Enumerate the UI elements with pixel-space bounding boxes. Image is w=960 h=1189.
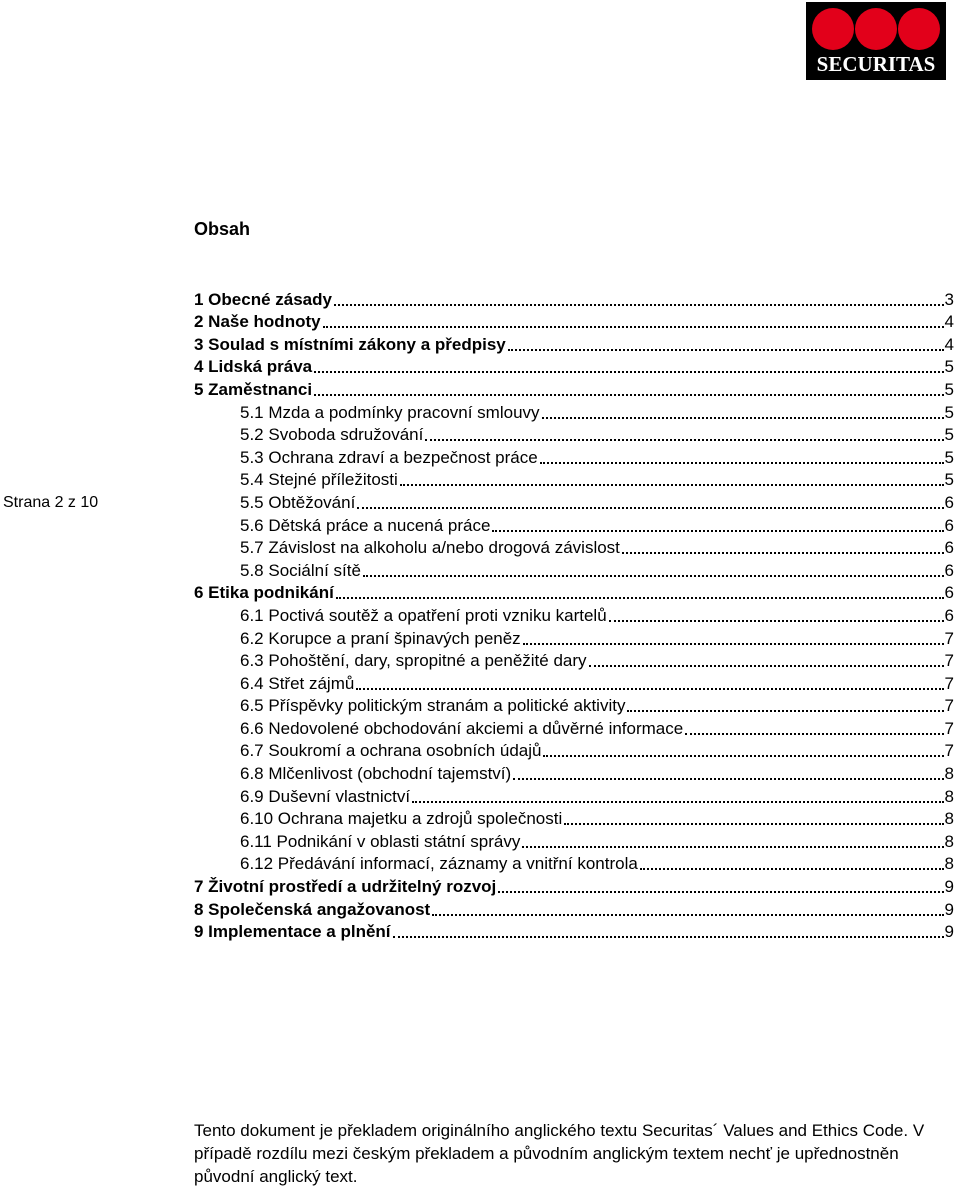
toc-entry-page: 6 bbox=[944, 560, 954, 580]
toc-entry-page: 6 bbox=[944, 492, 954, 512]
toc-dot-leader bbox=[363, 575, 944, 577]
toc-dot-leader bbox=[492, 530, 943, 532]
toc-entry-label: 7 Životní prostředí a udržitelný rozvoj bbox=[194, 877, 497, 897]
toc-entry-label: 6.2 Korupce a praní špinavých peněz bbox=[240, 628, 521, 648]
logo-dot-2 bbox=[855, 8, 897, 50]
toc-dot-leader bbox=[498, 891, 943, 893]
toc-entry-label: 6.1 Poctivá soutěž a opatření proti vzniku kartelů bbox=[240, 605, 607, 625]
toc-entry[interactable] bbox=[194, 603, 954, 626]
toc-entry[interactable] bbox=[194, 377, 954, 400]
toc-entry[interactable] bbox=[194, 423, 954, 446]
toc-entry-label: 5.4 Stejné příležitosti bbox=[240, 470, 398, 490]
toc-entry-label: 5.8 Sociální sítě bbox=[240, 560, 361, 580]
toc-dot-leader bbox=[314, 371, 943, 373]
toc-entry-label: 5.6 Dětská práce a nucená práce bbox=[240, 515, 491, 535]
toc-entry-page: 5 bbox=[944, 357, 954, 377]
toc-entry[interactable] bbox=[194, 445, 954, 468]
toc-entry[interactable] bbox=[194, 671, 954, 694]
toc-entry-label: 6.6 Nedovolené obchodování akciemi a důvěrné informace bbox=[240, 718, 684, 738]
toc-dot-leader bbox=[393, 936, 944, 938]
toc-entry-page: 7 bbox=[944, 718, 954, 738]
toc-dot-leader bbox=[522, 846, 943, 848]
toc-dot-leader bbox=[685, 733, 943, 735]
toc-entry[interactable] bbox=[194, 558, 954, 581]
securitas-logo bbox=[806, 2, 946, 80]
toc-entry[interactable] bbox=[194, 897, 954, 920]
toc-dot-leader bbox=[412, 801, 943, 803]
toc-entry-label: 5.7 Závislost na alkoholu a/nebo drogová závislost bbox=[240, 538, 620, 558]
toc-dot-leader bbox=[564, 823, 943, 825]
toc-entry-label: 6 Etika podnikání bbox=[194, 583, 334, 603]
toc-entry-label: 3 Soulad s místními zákony a předpisy bbox=[194, 334, 506, 354]
toc-dot-leader bbox=[314, 394, 943, 396]
toc-entry-page: 5 bbox=[944, 379, 954, 399]
toc-dot-leader bbox=[357, 507, 943, 509]
toc-entry[interactable] bbox=[194, 581, 954, 604]
toc-entry-page: 8 bbox=[944, 809, 954, 829]
toc-entry-label: 5.3 Ochrana zdraví a bezpečnost práce bbox=[240, 447, 538, 467]
toc-entry-label: 5.5 Obtěžování bbox=[240, 492, 356, 512]
toc-entry[interactable] bbox=[194, 536, 954, 559]
toc-entry[interactable] bbox=[194, 920, 954, 943]
toc-entry[interactable] bbox=[194, 332, 954, 355]
toc-entry[interactable] bbox=[194, 400, 954, 423]
toc-entry-label: 5 Zaměstnanci bbox=[194, 379, 313, 399]
translation-note: Tento dokument je překladem originálního anglického textu Securitas´ Values and Ethics Code. V případě rozdílu mezi českým překladem a původním anglickým textem nechť je upřednostněn původní anglický text. bbox=[194, 1121, 925, 1186]
toc-entry-label: 6.4 Střet zájmů bbox=[240, 673, 355, 693]
toc-entry[interactable] bbox=[194, 490, 954, 513]
toc-entry-page: 8 bbox=[944, 831, 954, 851]
toc-dot-leader bbox=[627, 710, 943, 712]
toc-dot-leader bbox=[543, 755, 943, 757]
toc-entry-page: 7 bbox=[944, 628, 954, 648]
toc-entry[interactable] bbox=[194, 513, 954, 536]
toc-entry-page: 7 bbox=[944, 741, 954, 761]
toc-entry-page: 9 bbox=[944, 899, 954, 919]
toc-dot-leader bbox=[542, 417, 944, 419]
toc-entry[interactable] bbox=[194, 807, 954, 830]
toc-entry-page: 5 bbox=[944, 402, 954, 422]
toc-dot-leader bbox=[334, 304, 944, 306]
toc-entry-page: 8 bbox=[944, 764, 954, 784]
toc-entry-page: 5 bbox=[944, 470, 954, 490]
toc-entry-page: 8 bbox=[944, 786, 954, 806]
toc-entry[interactable] bbox=[194, 784, 954, 807]
toc-entry-label: 5.2 Svoboda sdružování bbox=[240, 425, 424, 445]
toc-entry-page: 9 bbox=[944, 877, 954, 897]
toc-entry-page: 7 bbox=[944, 673, 954, 693]
toc-entry-page: 7 bbox=[944, 651, 954, 671]
toc-entry-label: 8 Společenská angažovanost bbox=[194, 899, 431, 919]
toc-entry[interactable] bbox=[194, 355, 954, 378]
toc-entry-label: 6.11 Podnikání v oblasti státní správy bbox=[240, 831, 521, 851]
toc-entry-page: 7 bbox=[944, 696, 954, 716]
toc-entry[interactable] bbox=[194, 287, 954, 310]
toc-entry-label: 6.5 Příspěvky politickým stranám a politické aktivity bbox=[240, 696, 626, 716]
toc-entry[interactable] bbox=[194, 649, 954, 672]
toc-entry-page: 6 bbox=[944, 583, 954, 603]
toc-entry-page: 4 bbox=[944, 312, 954, 332]
page-number: Strana 2 z 10 bbox=[3, 494, 99, 511]
toc-entry[interactable] bbox=[194, 310, 954, 333]
toc-dot-leader bbox=[540, 462, 944, 464]
toc-entry[interactable] bbox=[194, 829, 954, 852]
toc-dot-leader bbox=[589, 665, 944, 667]
toc-entry-label: 1 Obecné zásady bbox=[194, 289, 332, 309]
toc-dot-leader bbox=[622, 552, 944, 554]
toc-entry-label: 9 Implementace a plnění bbox=[194, 922, 391, 942]
logo-dot-1 bbox=[812, 8, 854, 50]
toc-entry-label: 6.12 Předávání informací, záznamy a vnitřní kontrola bbox=[240, 854, 638, 874]
toc-dot-leader bbox=[356, 688, 943, 690]
toc-entry[interactable] bbox=[194, 626, 954, 649]
toc-entry-label: 6.7 Soukromí a ochrana osobních údajů bbox=[240, 741, 542, 761]
toc-dot-leader bbox=[323, 326, 944, 328]
toc-entry[interactable] bbox=[194, 468, 954, 491]
toc-dot-leader bbox=[523, 643, 944, 645]
logo-wordmark: SECURITAS bbox=[816, 52, 936, 76]
toc-entry-label: 6.8 Mlčenlivost (obchodní tajemství) bbox=[240, 764, 512, 784]
toc-entry-page: 6 bbox=[944, 538, 954, 558]
toc-dot-leader bbox=[400, 484, 944, 486]
logo-dot-3 bbox=[898, 8, 940, 50]
toc-entry[interactable] bbox=[194, 761, 954, 784]
toc-entry-label: 6.3 Pohoštění, dary, spropitné a peněžité dary bbox=[240, 651, 587, 671]
toc-dot-leader bbox=[508, 349, 944, 351]
toc-entry[interactable] bbox=[194, 739, 954, 762]
toc-dot-leader bbox=[336, 597, 944, 599]
toc-entry-page: 5 bbox=[944, 447, 954, 467]
toc-dot-leader bbox=[425, 439, 943, 441]
toc-entry-label: 6.9 Duševní vlastnictví bbox=[240, 786, 411, 806]
toc-entry-label: 6.10 Ochrana majetku a zdrojů společnosti bbox=[240, 809, 563, 829]
toc-entry-page: 8 bbox=[944, 854, 954, 874]
toc-entry[interactable] bbox=[194, 874, 954, 897]
toc-entry-page: 4 bbox=[944, 334, 954, 354]
table-of-contents bbox=[194, 287, 954, 942]
toc-entry-label: 2 Naše hodnoty bbox=[194, 312, 321, 332]
toc-entry[interactable] bbox=[194, 694, 954, 717]
toc-heading: Obsah bbox=[194, 219, 251, 239]
toc-dot-leader bbox=[609, 620, 944, 622]
toc-entry-label: 4 Lidská práva bbox=[194, 357, 313, 377]
toc-dot-leader bbox=[432, 914, 943, 916]
toc-dot-leader bbox=[513, 778, 943, 780]
toc-entry-page: 6 bbox=[944, 605, 954, 625]
toc-entry[interactable] bbox=[194, 716, 954, 739]
toc-entry-page: 6 bbox=[944, 515, 954, 535]
toc-entry-page: 9 bbox=[944, 922, 954, 942]
toc-entry-page: 3 bbox=[944, 289, 954, 309]
toc-entry-page: 5 bbox=[944, 425, 954, 445]
toc-entry-label: 5.1 Mzda a podmínky pracovní smlouvy bbox=[240, 402, 540, 422]
toc-entry[interactable] bbox=[194, 852, 954, 875]
toc-dot-leader bbox=[640, 868, 944, 870]
